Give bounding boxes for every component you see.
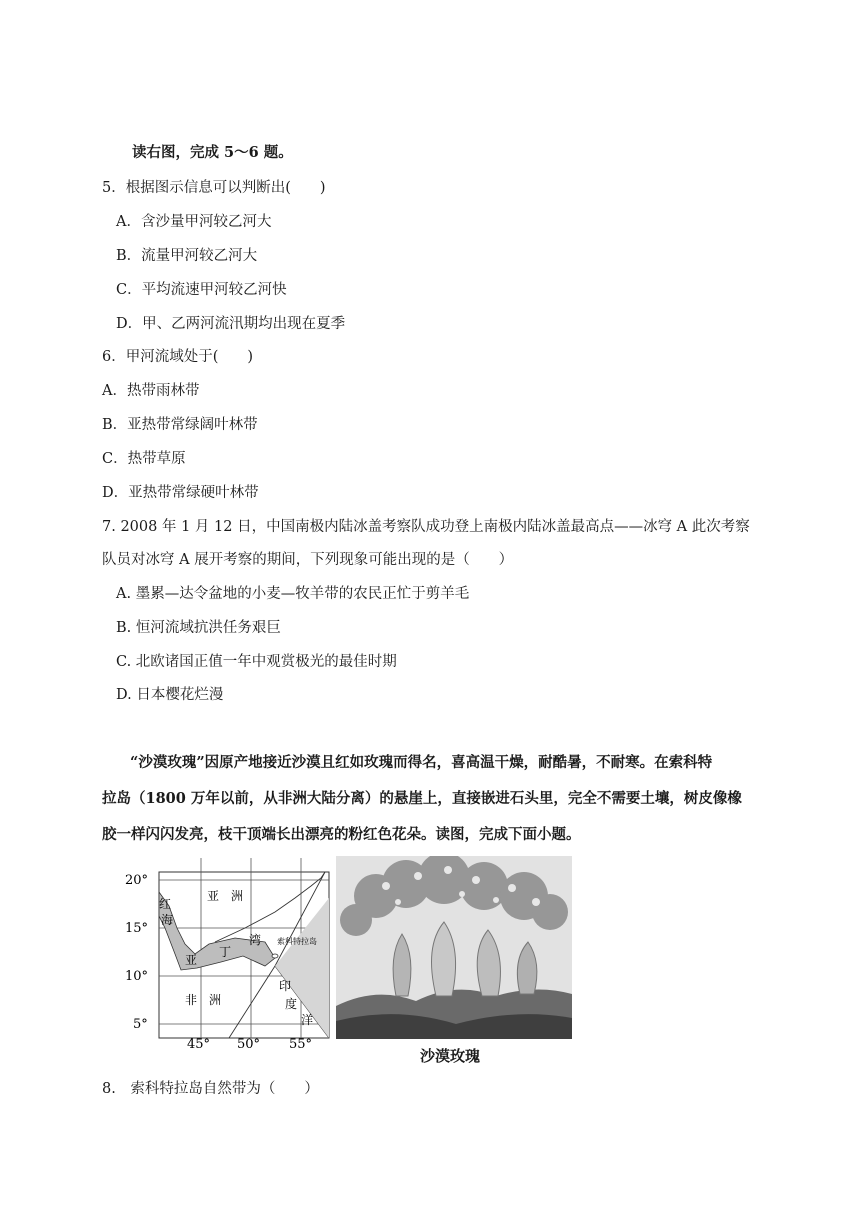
- q5-option-b: B．流量甲河较乙河大: [116, 248, 258, 264]
- q5-option-a: A．含沙量甲河较乙河大: [116, 214, 272, 230]
- q8-stem: 8. 索科特拉岛自然带为（ ）: [102, 1081, 319, 1097]
- label-red-sea-1: 红: [159, 897, 172, 911]
- q6-option-b: B．亚热带常绿阔叶林带: [102, 417, 258, 433]
- lon-label-55: 55°: [289, 1037, 313, 1048]
- label-gulf-2: 丁: [219, 945, 232, 959]
- passage: [102, 745, 762, 853]
- lat-label-10: 10°: [125, 969, 149, 984]
- label-indian-3: 洋: [301, 1013, 314, 1027]
- label-africa: 非 洲: [185, 993, 222, 1007]
- label-indian-2: 度: [285, 997, 298, 1011]
- q6-option-c: C．热带草原: [102, 451, 186, 467]
- q7-stem-line1: 7. 2008 年 1 月 12 日，中国南极内陆冰盖考察队成功登上南极内陆冰盖最高点——冰穹 A 此次考察: [102, 519, 750, 535]
- label-gulf-3: 湾: [249, 933, 262, 947]
- q6-option-a: A．热带雨林带: [102, 383, 200, 399]
- q6-stem: 6．甲河流域处于( ): [102, 349, 254, 365]
- q7-option-d: D. 日本樱花烂漫: [116, 687, 224, 703]
- passage-line2: 拉岛（1800 万年以前，从非洲大陆分离）的悬崖上，直接嵌进石头里，完全不需要土壤，树皮像橡: [102, 790, 742, 807]
- q5-option-c: C．平均流速甲河较乙河快: [116, 282, 287, 298]
- intro-5-6: 读右图，完成 5～6 题。: [132, 144, 293, 161]
- q7-stem-line2: 队员对冰穹 A 展开考察的期间，下列现象可能出现的是（ ）: [102, 552, 514, 568]
- q7-option-b: B. 恒河流域抗洪任务艰巨: [116, 620, 281, 636]
- passage-line1: “沙漠玫瑰”因原产地接近沙漠且红如玫瑰而得名，喜高温干燥，耐酷暑，不耐寒。在索科特: [130, 754, 713, 771]
- label-indian-1: 印: [279, 979, 292, 993]
- q7-option-a: A. 墨累—达令盆地的小麦—牧羊带的农民正忙于剪羊毛: [116, 586, 470, 602]
- desert-rose-illustration: [336, 856, 572, 1039]
- desert-rose-photo: [336, 856, 572, 1039]
- lat-label-5: 5°: [133, 1017, 148, 1032]
- label-gulf-1: 亚: [185, 953, 198, 967]
- lon-label-45: 45°: [187, 1037, 211, 1048]
- socotra-island: [272, 954, 278, 958]
- q6-option-d: D．亚热带常绿硬叶林带: [102, 485, 259, 501]
- lat-label-20: 20°: [125, 873, 149, 888]
- lat-label-15: 15°: [125, 921, 149, 936]
- lon-label-50: 50°: [237, 1037, 261, 1048]
- socotra-map: [125, 858, 335, 1048]
- q5-option-d: D．甲、乙两河流汛期均出现在夏季: [116, 316, 346, 332]
- q5-stem: 5．根据图示信息可以判断出( ): [102, 180, 326, 196]
- label-asia: 亚 洲: [207, 889, 244, 903]
- label-red-sea-2: 海: [161, 913, 174, 927]
- passage-line3: 胶一样闪闪发亮，枝干顶端长出漂亮的粉红色花朵。读图，完成下面小题。: [102, 826, 581, 843]
- photo-caption: 沙漠玫瑰: [420, 1047, 481, 1065]
- q7-option-c: C. 北欧诸国正值一年中观赏极光的最佳时期: [116, 654, 397, 670]
- label-socotra: 索科特拉岛: [277, 937, 317, 946]
